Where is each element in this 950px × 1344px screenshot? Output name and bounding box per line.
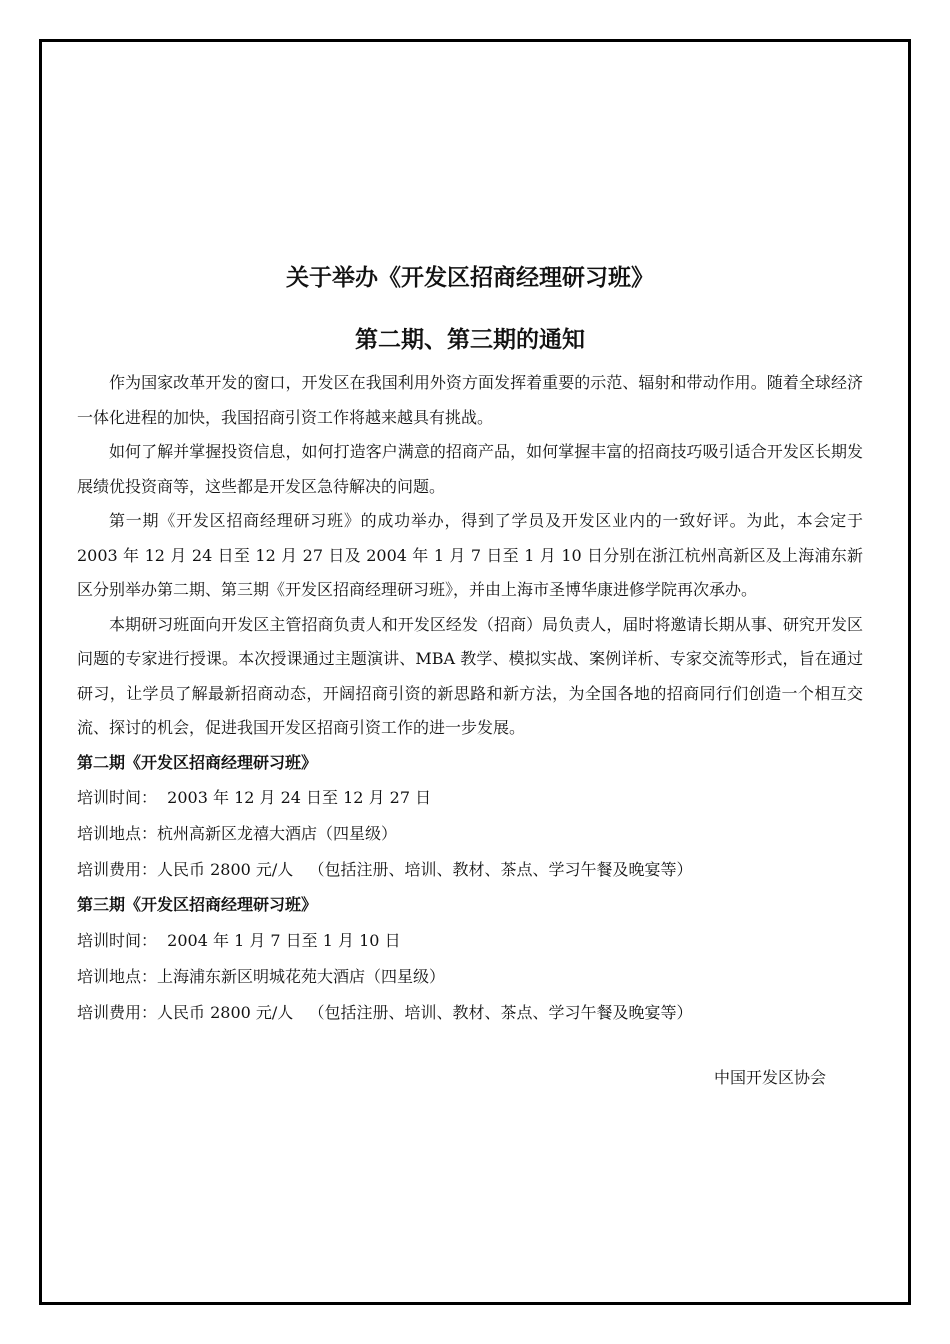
session-block (77, 746, 863, 889)
session-heading: 第二期《开发区招商经理研习班》 (77, 752, 318, 772)
document-body (77, 262, 863, 1095)
session-fee: 培训费用：人民币 2800 元/人 （包括注册、培训、教材、茶点、学习午餐及晚宴等） (77, 860, 693, 879)
paragraph: 第一期《开发区招商经理研习班》的成功举办，得到了学员及开发区业内的一致好评。为此，本会定于 2003 年 12 月 24 日至 12 月 27 日及 2004 年 1 月 7 日至 1 月 10 日分别在浙江杭州高新区及上海浦东新区分别举办第二期、第三期《开发区招商经理研习班》，并由上海市圣博华康进修学院再次承办。 (77, 511, 863, 599)
session-heading: 第三期《开发区招商经理研习班》 (77, 895, 318, 914)
session-fee: 培训费用：人民币 2800 元/人 （包括注册、培训、教材、茶点、学习午餐及晚宴等） (77, 1002, 693, 1022)
document-title: 关于举办《开发区招商经理研习班》 (286, 265, 654, 291)
paragraph: 作为国家改革开发的窗口，开发区在我国利用外资方面发挥着重要的示范、辐射和带动作用。随着全球经济一体化进程的加快，我国招商引资工作将越来越具有挑战。 (77, 373, 863, 427)
session-time: 培训时间： 2003 年 12 月 24 日至 12 月 27 日 (77, 788, 432, 807)
document-subtitle: 第二期、第三期的通知 (355, 327, 585, 353)
signature: 中国开发区协会 (713, 1067, 826, 1087)
session-place: 培训地点：上海浦东新区明城花苑大酒店（四星级） (77, 966, 446, 986)
paragraph: 如何了解并掌握投资信息，如何打造客户满意的招商产品，如何掌握丰富的招商技巧吸引适合开发区长期发展绩优投资商等，这些都是开发区急待解决的问题。 (77, 442, 863, 496)
paragraph: 本期研习班面向开发区主管招商负责人和开发区经发（招商）局负责人，届时将邀请长期从事、研究开发区问题的专家进行授课。本次授课通过主题演讲、MBA 教学、模拟实战、案例详析、专家交流等形式，旨在通过研习，让学员了解最新招商动态，开阔招商引资的新思路和新方法，为全国各地的招商同行们创造一个相互交流、探讨的机会，促进我国开发区招商引资工作的进一步发展。 (77, 614, 863, 737)
session-block (77, 888, 863, 1031)
session-time: 培训时间： 2004 年 1 月 7 日至 1 月 10 日 (77, 930, 401, 950)
session-place: 培训地点：杭州高新区龙禧大酒店（四星级） (77, 824, 398, 843)
